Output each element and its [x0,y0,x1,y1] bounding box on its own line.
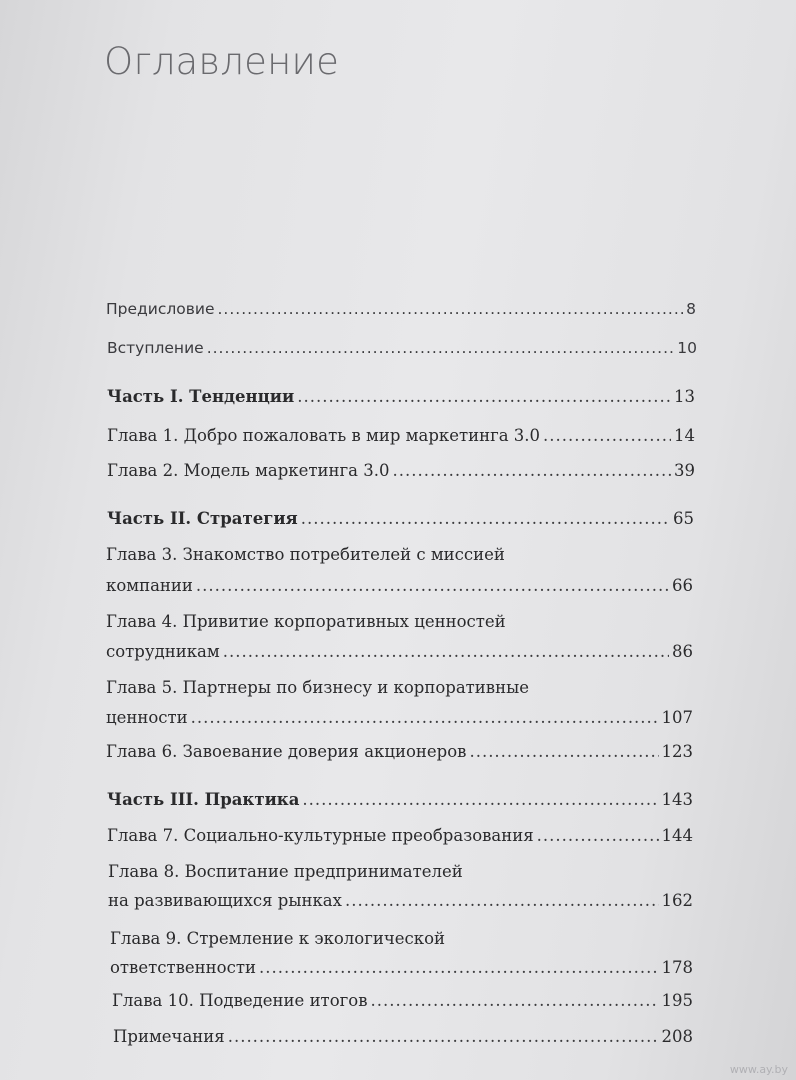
toc-entry-introduction[interactable] [107,339,697,357]
toc-entry-title: Часть I. Тенденции [107,387,295,406]
dot-leader [223,642,669,661]
toc-entry-page: 178 [661,958,693,977]
toc-chapter-8-line1[interactable]: Глава 8. Воспитание предпринимателей [108,862,463,881]
toc-entry-title: ответственности [110,958,256,977]
toc-part-2[interactable] [107,509,694,528]
dot-leader [217,300,683,318]
toc-chapter-8[interactable] [108,891,693,910]
toc-entry-title: Глава 7. Социально-культурные преобразования [107,826,534,845]
toc-entry-title: на развивающихся рынках [108,891,342,910]
toc-entry-title: Часть II. Стратегия [107,509,298,528]
dot-leader [543,426,671,445]
toc-entry-title: Глава 1. Добро пожаловать в мир маркетинга 3.0 [107,426,541,445]
toc-entry-page: 208 [661,1027,693,1046]
dot-leader [537,826,659,845]
watermark: www.ay.by [729,1063,788,1076]
toc-entry-title: сотрудникам [106,642,220,661]
toc-part-3[interactable] [107,790,693,809]
dot-leader [196,576,669,595]
dot-leader [228,1027,659,1046]
toc-entry-title: Примечания [113,1027,225,1046]
toc-entry-title: компании [106,576,193,595]
toc-entry-page: 86 [672,642,693,661]
toc-chapter-2[interactable] [107,461,695,480]
toc-chapter-1[interactable] [107,426,695,445]
toc-chapter-7[interactable] [107,826,693,845]
toc-entry-page: 66 [672,576,693,595]
toc-chapter-4[interactable] [106,642,693,661]
toc-entry-page: 13 [674,387,695,406]
dot-leader [371,991,659,1010]
dot-leader [191,708,659,727]
toc-entry-page: 143 [661,790,693,809]
toc-entry-page: 123 [661,742,693,761]
toc-entry-title: Вступление [107,339,204,357]
toc-chapter-5-line1[interactable]: Глава 5. Партнеры по бизнесу и корпоративные [106,678,529,697]
dot-leader [207,339,675,357]
toc-chapter-9-line1[interactable]: Глава 9. Стремление к экологической [110,929,446,948]
dot-leader [301,509,670,528]
toc-entry-preface[interactable] [106,300,696,318]
toc-entry-title: Глава 2. Модель маркетинга 3.0 [107,461,390,480]
toc-entry-page: 144 [661,826,693,845]
toc-entry-title: Глава 10. Подведение итогов [112,991,368,1010]
toc-entry-page: 14 [674,426,695,445]
toc-part-1[interactable] [107,387,695,406]
dot-leader [469,742,658,761]
toc-entry-page: 8 [686,300,696,318]
dot-leader [392,461,671,480]
toc-entry-page: 107 [661,708,693,727]
dot-leader [259,958,659,977]
toc-chapter-9[interactable] [110,958,693,977]
dot-leader [345,891,659,910]
toc-entry-page: 162 [661,891,693,910]
toc-chapter-6[interactable] [106,742,693,761]
toc-chapter-10[interactable] [112,991,693,1010]
page-title: Оглавление [104,40,340,83]
toc-entry-page: 65 [673,509,694,528]
toc-entry-title: Глава 6. Завоевание доверия акционеров [106,742,467,761]
toc-entry-page: 195 [661,991,693,1010]
toc-entry-title: ценности [106,708,188,727]
toc-entry-title: Предисловие [106,300,215,318]
toc-chapter-4-line1[interactable]: Глава 4. Привитие корпоративных ценностей [106,612,506,631]
toc-entry-page: 39 [674,461,695,480]
toc-chapter-3-line1[interactable]: Глава 3. Знакомство потребителей с миссией [106,545,505,564]
dot-leader [297,387,671,406]
toc-notes[interactable] [113,1027,693,1046]
toc-chapter-5[interactable] [106,708,693,727]
toc-entry-title: Часть III. Практика [107,790,300,809]
toc-chapter-3[interactable] [106,576,693,595]
dot-leader [302,790,658,809]
toc-entry-page: 10 [677,339,697,357]
